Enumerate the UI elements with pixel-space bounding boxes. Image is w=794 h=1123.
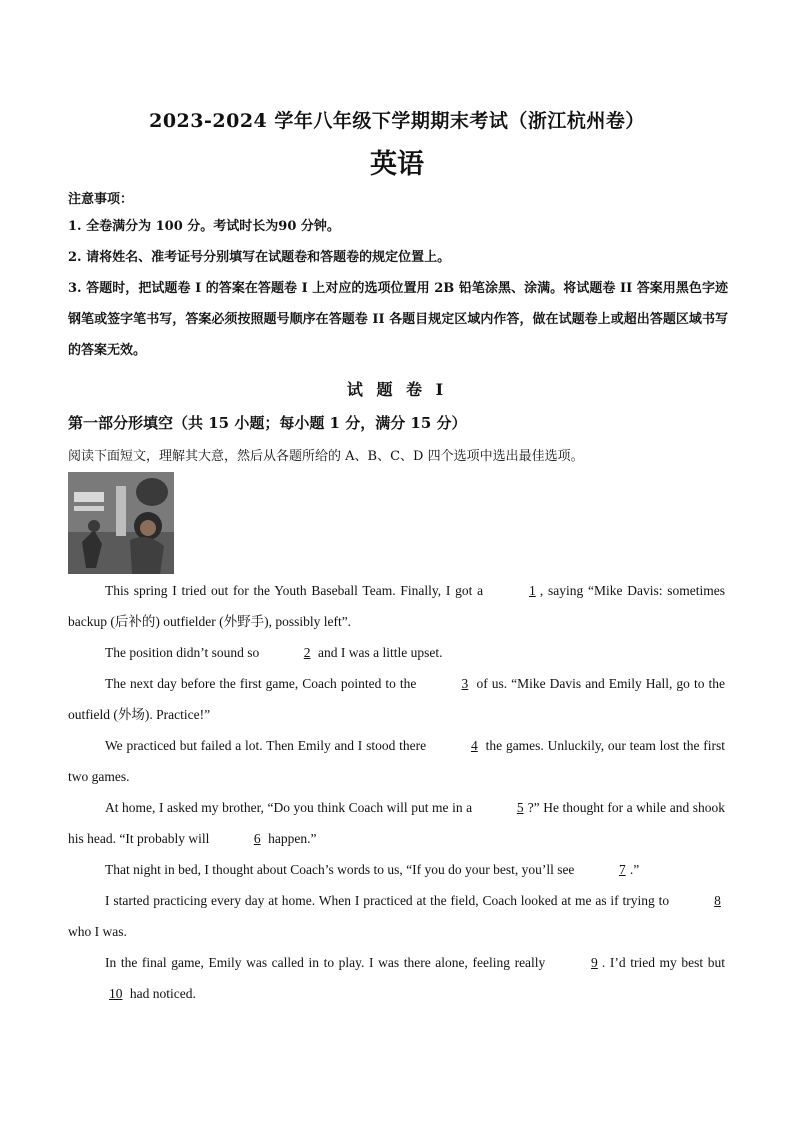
cloze-passage bbox=[68, 575, 725, 1009]
passage-paragraph-3 bbox=[68, 668, 725, 730]
passage-paragraph-4 bbox=[68, 730, 725, 792]
paper-heading: 试 题 卷 I bbox=[346, 380, 448, 399]
blank-4: 4 bbox=[471, 738, 478, 753]
blank-10: 10 bbox=[109, 986, 123, 1001]
passage-text: .” bbox=[629, 862, 640, 877]
passage-text: happen.” bbox=[264, 831, 317, 846]
notice-item-1: 1. 全卷满分为 100 分。考试时长为90 分钟。 bbox=[68, 219, 340, 234]
section-instruction: 阅读下面短文，理解其大意，然后从各题所给的 A、B、C、D 四个选项中选出最佳选项。 bbox=[68, 449, 584, 464]
passage-text: At home, I asked my brother, “Do you think Coach will put me in a bbox=[105, 800, 476, 815]
passage-text: who I was. bbox=[68, 924, 127, 939]
passage-text: . I’d tried my best but bbox=[601, 955, 725, 970]
passage-text: The next day before the first game, Coach pointed to the bbox=[105, 676, 421, 691]
passage-paragraph-6 bbox=[68, 854, 725, 885]
passage-paragraph-1 bbox=[68, 575, 725, 637]
baseball-photo bbox=[68, 472, 174, 574]
passage-text: This spring I tried out for the Youth Baseball Team. Finally, I got a bbox=[105, 583, 488, 598]
subject-title: 英语 bbox=[370, 149, 424, 180]
passage-text: The position didn’t sound so bbox=[105, 645, 263, 660]
blank-8: 8 bbox=[714, 893, 721, 908]
passage-text: That night in bed, I thought about Coach’s words to us, “If you do your best, you’ll see bbox=[105, 862, 578, 877]
exam-title: 2023-2024 学年八年级下学期期末考试（浙江杭州卷） bbox=[149, 110, 645, 132]
blank-5: 5 bbox=[516, 800, 524, 815]
passage-paragraph-8 bbox=[68, 947, 725, 1009]
passage-text: I started practicing every day at home. When I practiced at the field, Coach looked at me as if trying to bbox=[105, 893, 673, 908]
passage-text: We practiced but failed a lot. Then Emily and I stood there bbox=[105, 738, 430, 753]
passage-text: and I was a little upset. bbox=[314, 645, 443, 660]
blank-1: 1 bbox=[528, 583, 536, 598]
passage-text: of us. “Mike Davis and Emily Hall, go to the outfield (外场). Practice!” bbox=[68, 676, 725, 722]
blank-6: 6 bbox=[253, 831, 261, 846]
passage-text: , saying “Mike Davis: sometimes backup (后补的) outfielder (外野手), possibly left”. bbox=[68, 583, 725, 629]
passage-paragraph-5 bbox=[68, 792, 725, 854]
blank-3: 3 bbox=[461, 676, 469, 691]
notice-item-2: 2. 请将姓名、准考证号分别填写在试题卷和答题卷的规定位置上。 bbox=[68, 250, 451, 265]
passage-paragraph-7 bbox=[68, 885, 725, 947]
blank-9: 9 bbox=[591, 955, 598, 970]
passage-text: had noticed. bbox=[126, 986, 196, 1001]
passage-text: ?” He thought for a while and shook his head. “It probably will bbox=[68, 800, 726, 846]
passage-paragraph-2 bbox=[68, 637, 725, 668]
passage-text: the games. Unluckily, our team lost the first two games. bbox=[68, 738, 725, 784]
section-heading: 第一部分形填空（共 15 小题；每小题 1 分，满分 15 分） bbox=[68, 414, 467, 432]
notice-item-3: 3. 答题时，把试题卷 I 的答案在答题卷 I 上对应的选项位置用 2B 铅笔涂黑、涂满。将试题卷 II 答案用黑色字迹钢笔或签字笔书写，答案必须按照题号顺序在答题卷 II 各题目规定区域内作答，做在试题卷上或超出答题区域书写的答案无效。 bbox=[68, 281, 728, 358]
notice-heading: 注意事项： bbox=[68, 192, 134, 207]
passage-text: In the final game, Emily was called in to play. I was there alone, feeling really bbox=[105, 955, 550, 970]
blank-2: 2 bbox=[303, 645, 311, 660]
blank-7: 7 bbox=[618, 862, 626, 877]
